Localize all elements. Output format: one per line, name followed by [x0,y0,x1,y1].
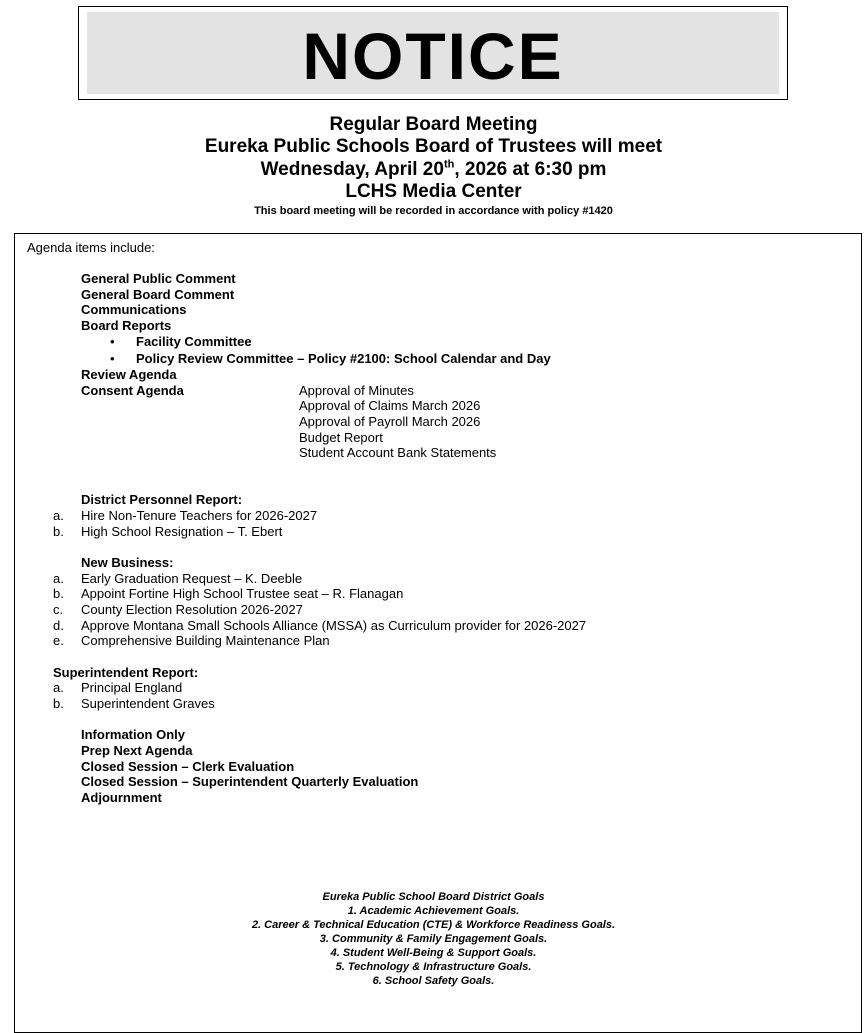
consent-item: Approval of Claims March 2026 [299,398,481,413]
consent-item: Student Account Bank Statements [299,445,497,460]
meeting-location: LCHS Media Center [345,181,522,202]
board-report-item: Facility Committee [136,334,252,349]
new-business-item: Early Graduation Request – K. Deeble [81,571,303,586]
goal-item: 1. Academic Achievement Goals. [347,905,520,917]
new-business-heading: New Business: [81,555,174,570]
goals-title: Eureka Public School Board District Goals [322,891,545,903]
board-report-item: Policy Review Committee – Policy #2100: School Calendar and Day [136,351,551,366]
review-agenda: Review Agenda [81,367,177,382]
meeting-date: Wednesday, April 20th, 2026 at 6:30 pm [260,158,607,180]
meeting-header [0,113,867,219]
superintendent-item: Principal England [81,680,183,695]
agenda-item: Board Reports [81,318,172,333]
closing-item: Information Only [81,727,185,742]
meeting-body: Eureka Public Schools Board of Trustees will meet [204,136,663,157]
superintendent-item: Superintendent Graves [81,696,215,711]
closing-item: Closed Session – Clerk Evaluation [81,759,295,774]
meeting-type: Regular Board Meeting [329,114,538,135]
consent-item: Approval of Payroll March 2026 [299,414,481,429]
consent-item: Budget Report [299,430,383,445]
list-letter: a. [53,571,64,586]
agenda-intro: Agenda items include: [27,240,155,255]
superintendent-heading: Superintendent Report: [53,665,199,680]
new-business-item: Comprehensive Building Maintenance Plan [81,633,330,648]
bullet-icon: • [110,351,115,366]
list-letter: b. [53,524,64,539]
new-business-item: Appoint Fortine High School Trustee seat – R. Flanagan [81,586,404,601]
goal-item: 6. School Safety Goals. [372,975,495,987]
list-letter: c. [53,602,64,617]
personnel-item: High School Resignation – T. Ebert [81,524,283,539]
new-business-item: County Election Resolution 2026-2027 [81,602,303,617]
notice-banner-fill [87,12,779,94]
notice-banner [78,6,788,100]
agenda-item: General Board Comment [81,287,235,302]
closing-item: Adjournment [81,790,162,805]
recording-note: This board meeting will be recorded in accordance with policy #1420 [254,205,613,217]
goal-item: 5. Technology & Infrastructure Goals. [335,961,532,973]
consent-item: Approval of Minutes [299,383,414,398]
notice-title: NOTICE [302,19,564,93]
closing-item: Closed Session – Superintendent Quarterly Evaluation [81,774,419,789]
new-business-item: Approve Montana Small Schools Alliance (MSSA) as Curriculum provider for 2026-2027 [81,618,587,633]
personnel-heading: District Personnel Report: [81,492,243,507]
personnel-item: Hire Non-Tenure Teachers for 2026-2027 [81,508,318,523]
bullet-icon: • [110,334,115,349]
agenda-item: Communications [81,302,187,317]
list-letter: b. [53,696,64,711]
consent-agenda: Consent Agenda [81,383,184,398]
closing-item: Prep Next Agenda [81,743,193,758]
district-goals [0,890,867,988]
list-letter: b. [53,586,64,601]
agenda-item: General Public Comment [81,271,236,286]
list-letter: a. [53,680,64,695]
goal-item: 2. Career & Technical Education (CTE) & Workforce Readiness Goals. [251,919,616,931]
list-letter: e. [53,633,64,648]
goal-item: 3. Community & Family Engagement Goals. [319,933,548,945]
goal-item: 4. Student Well-Being & Support Goals. [330,947,537,959]
list-letter: a. [53,508,64,523]
list-letter: d. [53,618,64,633]
